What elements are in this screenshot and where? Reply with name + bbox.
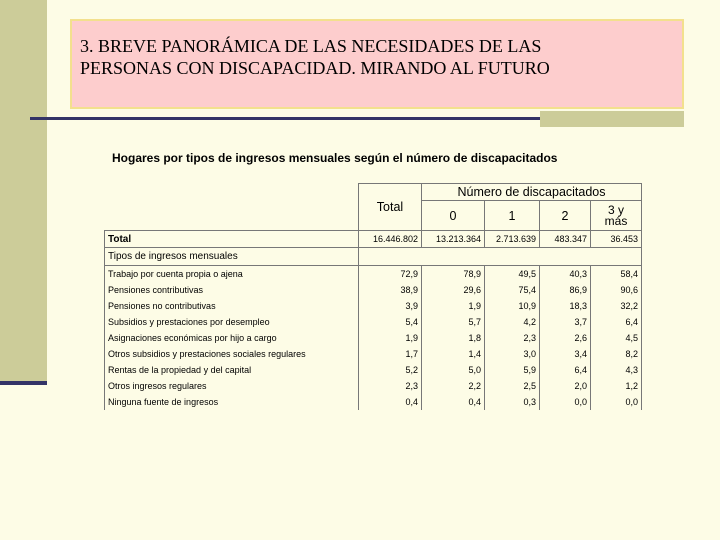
row-value: 2,0 — [540, 378, 591, 394]
left-accent-bar-foot — [0, 381, 47, 385]
row-value: 72,9 — [359, 266, 422, 283]
table-row — [105, 346, 642, 362]
total-value: 36.453 — [591, 231, 642, 248]
table-row — [105, 314, 642, 330]
row-value: 40,3 — [540, 266, 591, 283]
slide-title — [80, 35, 674, 79]
table-row — [105, 362, 642, 378]
row-label: Subsidios y prestaciones por desempleo — [105, 314, 359, 330]
table-row — [105, 330, 642, 346]
col-header-total: Total — [359, 184, 422, 231]
row-value: 2,6 — [540, 330, 591, 346]
row-value: 6,4 — [591, 314, 642, 330]
header-blank-cell — [105, 184, 359, 231]
row-value: 86,9 — [540, 282, 591, 298]
total-value: 13.213.364 — [422, 231, 485, 248]
row-value: 5,9 — [485, 362, 540, 378]
row-value: 1,9 — [422, 298, 485, 314]
row-value: 78,9 — [422, 266, 485, 283]
row-value: 49,5 — [485, 266, 540, 283]
row-value: 4,5 — [591, 330, 642, 346]
row-value: 5,7 — [422, 314, 485, 330]
row-value: 75,4 — [485, 282, 540, 298]
table-row — [105, 394, 642, 410]
section-row-fill — [359, 248, 642, 266]
table-row — [105, 378, 642, 394]
row-value: 38,9 — [359, 282, 422, 298]
row-value: 0,3 — [485, 394, 540, 410]
total-value: 16.446.802 — [359, 231, 422, 248]
row-label: Otros ingresos regulares — [105, 378, 359, 394]
row-label: Otros subsidios y prestaciones sociales regulares — [105, 346, 359, 362]
table-row — [105, 282, 642, 298]
row-value: 29,6 — [422, 282, 485, 298]
title-underline-rule — [30, 117, 540, 120]
col-header-3-plus — [591, 201, 642, 231]
total-value: 2.713.639 — [485, 231, 540, 248]
total-row-label: Total — [105, 231, 359, 248]
col-header-3-plus-line2: más — [604, 213, 628, 228]
row-label: Pensiones no contributivas — [105, 298, 359, 314]
row-value: 2,3 — [359, 378, 422, 394]
slide-title-box — [70, 19, 684, 109]
row-value: 3,4 — [540, 346, 591, 362]
row-value: 0,4 — [359, 394, 422, 410]
section-label: Tipos de ingresos mensuales — [105, 248, 359, 266]
row-value: 2,2 — [422, 378, 485, 394]
row-value: 3,7 — [540, 314, 591, 330]
title-underline-tab — [540, 111, 684, 127]
left-accent-bar — [0, 0, 47, 383]
row-value: 18,3 — [540, 298, 591, 314]
row-value: 0,4 — [422, 394, 485, 410]
col-header-3-plus-line1: 3 y — [607, 202, 624, 217]
row-value: 5,2 — [359, 362, 422, 378]
slide-title-line-2: PERSONAS CON DISCAPACIDAD. MIRANDO AL FUTURO — [80, 58, 550, 78]
row-value: 58,4 — [591, 266, 642, 283]
data-rows — [105, 266, 642, 411]
row-value: 5,4 — [359, 314, 422, 330]
row-label: Rentas de la propiedad y del capital — [105, 362, 359, 378]
table-caption: Hogares por tipos de ingresos mensuales según el número de discapacitados — [112, 151, 558, 165]
col-header-0: 0 — [422, 201, 485, 231]
row-label: Pensiones contributivas — [105, 282, 359, 298]
row-value: 2,3 — [485, 330, 540, 346]
row-value: 0,0 — [540, 394, 591, 410]
row-value: 0,0 — [591, 394, 642, 410]
group-header: Número de discapacitados — [422, 184, 642, 201]
table-row — [105, 266, 642, 283]
col-header-2: 2 — [540, 201, 591, 231]
section-row — [105, 248, 642, 266]
row-value: 3,0 — [485, 346, 540, 362]
row-value: 5,0 — [422, 362, 485, 378]
row-value: 1,8 — [422, 330, 485, 346]
row-label: Ninguna fuente de ingresos — [105, 394, 359, 410]
row-value: 90,6 — [591, 282, 642, 298]
total-row — [105, 231, 642, 248]
row-value: 2,5 — [485, 378, 540, 394]
income-table — [104, 183, 642, 410]
row-value: 3,9 — [359, 298, 422, 314]
row-label: Asignaciones económicas por hijo a cargo — [105, 330, 359, 346]
row-value: 10,9 — [485, 298, 540, 314]
table-row — [105, 298, 642, 314]
row-value: 1,2 — [591, 378, 642, 394]
row-value: 1,4 — [422, 346, 485, 362]
col-header-1: 1 — [485, 201, 540, 231]
slide-title-line-1: 3. BREVE PANORÁMICA DE LAS NECESIDADES DE LAS — [80, 36, 542, 56]
row-value: 1,9 — [359, 330, 422, 346]
total-value: 483.347 — [540, 231, 591, 248]
row-label: Trabajo por cuenta propia o ajena — [105, 266, 359, 283]
row-value: 1,7 — [359, 346, 422, 362]
row-value: 4,2 — [485, 314, 540, 330]
row-value: 6,4 — [540, 362, 591, 378]
row-value: 8,2 — [591, 346, 642, 362]
row-value: 32,2 — [591, 298, 642, 314]
row-value: 4,3 — [591, 362, 642, 378]
